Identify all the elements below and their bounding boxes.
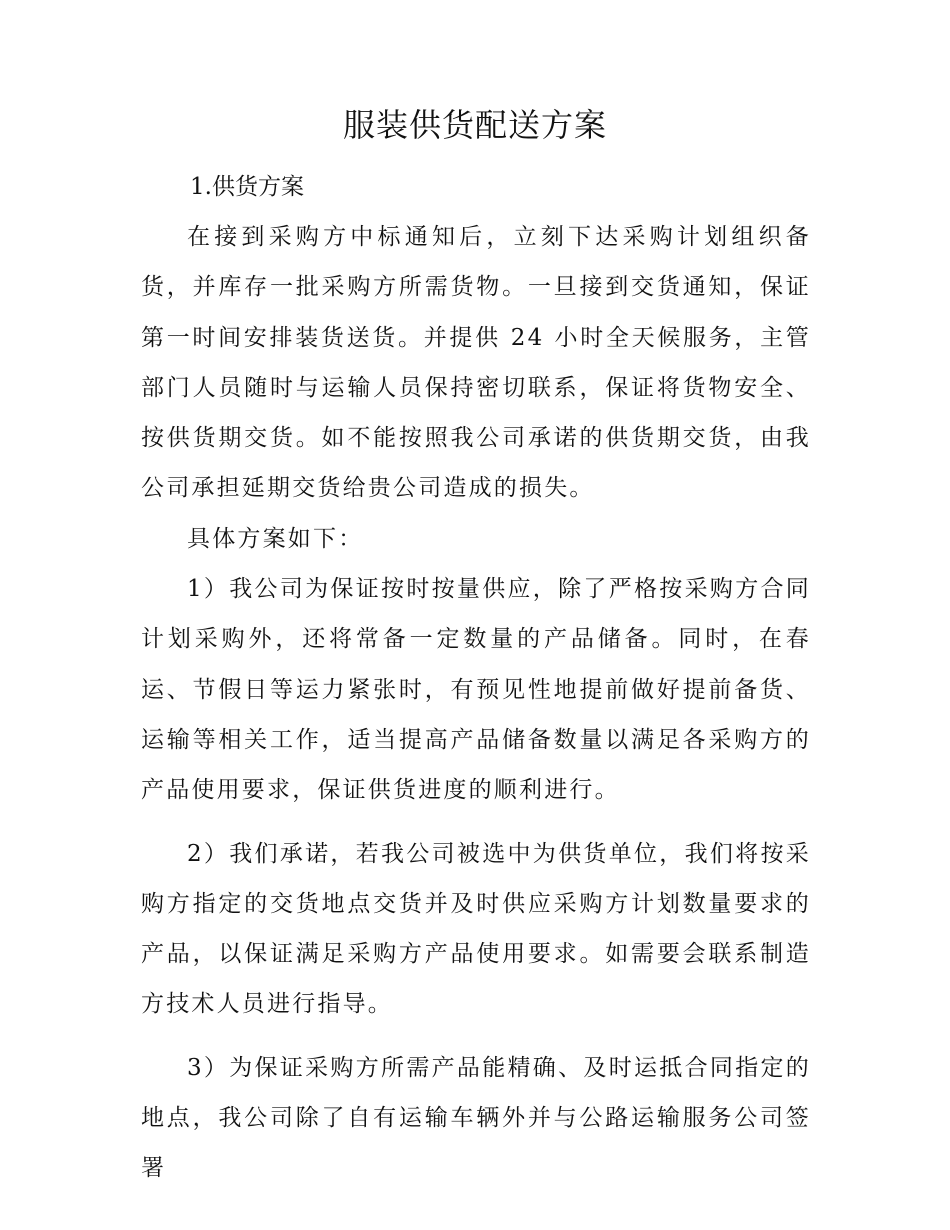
paragraph: 1）我公司为保证按时按量供应，除了严格按采购方合同计划采购外，还将常备一定数量的产品储备。同时，在春运、节假日等运力紧张时，有预见性地提前做好提前备货、运输等相关工作，适当提高产品储备数量以满足各采购方的产品使用要求，保证供货进度的顺利进行。 — [141, 576, 811, 804]
paragraph: 在接到采购方中标通知后，立刻下达采购计划组织备货，并库存一批采购方所需货物。一旦接到交货通知，保证第一时间安排装货送货。并提供 24 小时全天候服务，主管部门人员随时与运输人员保持密切联系，保证将货物安全、按供货期交货。如不能按照我公司承诺的供货期交货，由我公司承担延期交货给贵公司造成的损失。 — [141, 224, 811, 502]
paragraph: 具体方案如下： — [187, 525, 364, 552]
paragraph: 2）我们承诺，若我公司被选中为供货单位，我们将按采购方指定的交货地点交货并及时供应采购方计划数量要求的产品，以保证满足采购方产品使用要求。如需要会联系制造方技术人员进行指导。 — [141, 840, 811, 1018]
document-title: 服装供货配送方案 — [342, 106, 607, 144]
paragraph: 3）为保证采购方所需产品能精确、及时运抵合同指定的地点，我公司除了自有运输车辆外并与公路运输服务公司签署 — [141, 1054, 811, 1182]
section-heading: 1.供货方案 — [190, 174, 304, 200]
document-body — [141, 212, 811, 1194]
